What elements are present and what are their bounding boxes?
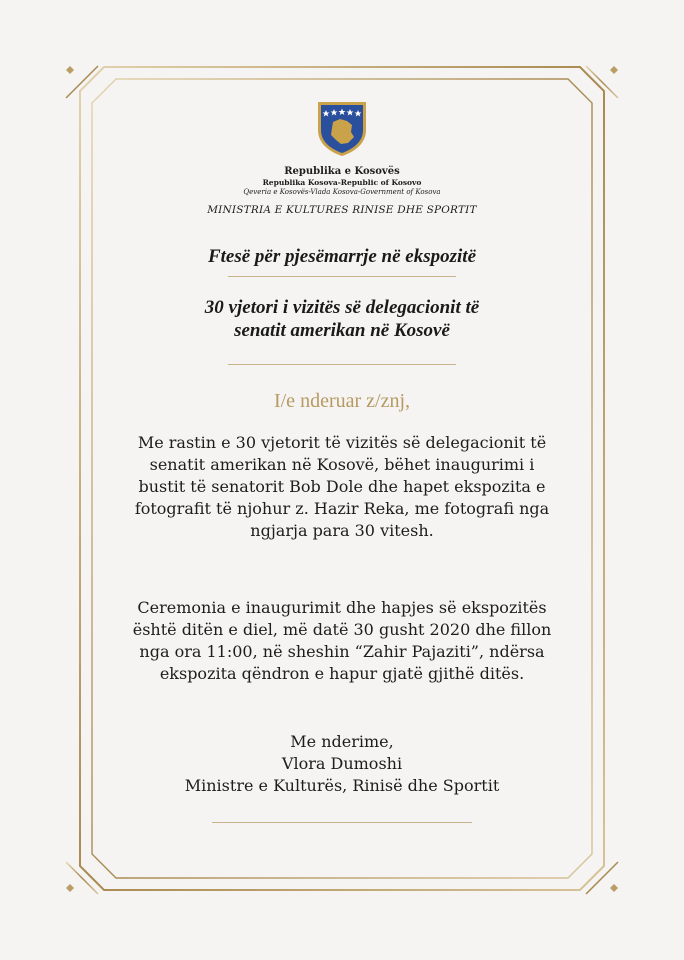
salutation: I/e nderuar z/znj, xyxy=(273,390,411,412)
signatory-title: Ministre e Kulturës, Rinisë dhe Sportit xyxy=(184,776,500,795)
divider xyxy=(228,276,456,277)
closing: Me nderime, xyxy=(290,732,394,751)
invitation-subtitle-line1: 30 vjetori i vizitës së delegacionit të xyxy=(204,297,480,318)
body-paragraph-1: Me rastin e 30 vjetorit të vizitës së delegacionit të senatit amerikan në Kosovë, bëhet inaugurimi i bustit të senatorit Bob Dole dhe hapet ekspozita e fotografit të njohur z. Hazir Reka, me fotografi nga ngjarja para 30 vitesh. xyxy=(134,433,550,540)
invitation-subtitle-line2: senatit amerikan në Kosovë xyxy=(234,320,450,341)
body-paragraph-2: Ceremonia e inaugurimit dhe hapjes së ekspozitës është ditën e diel, më datë 30 gusht 2020 dhe fillon nga ora 11:00, në sheshin “Zahir Pajaziti”, ndërsa ekspozita qëndron e hapur gjatë gjithë ditës. xyxy=(132,598,552,683)
government-name: Qeveria e Kosovës-Vlada Kosova-Government of Kosova xyxy=(243,188,441,196)
kosovo-coat-of-arms-icon xyxy=(316,100,368,158)
divider xyxy=(212,822,472,823)
divider xyxy=(228,364,456,365)
ministry-name: MINISTRIA E KULTURES RINISE DHE SPORTIT xyxy=(207,204,477,216)
signatory-name: Vlora Dumoshi xyxy=(281,754,403,773)
republic-name-translations: Republika Kosova-Republic of Kosovo xyxy=(262,178,422,187)
invitation-title: Ftesë për pjesëmarrje në ekspozitë xyxy=(207,246,477,267)
republic-name: Republika e Kosovës xyxy=(284,166,400,177)
